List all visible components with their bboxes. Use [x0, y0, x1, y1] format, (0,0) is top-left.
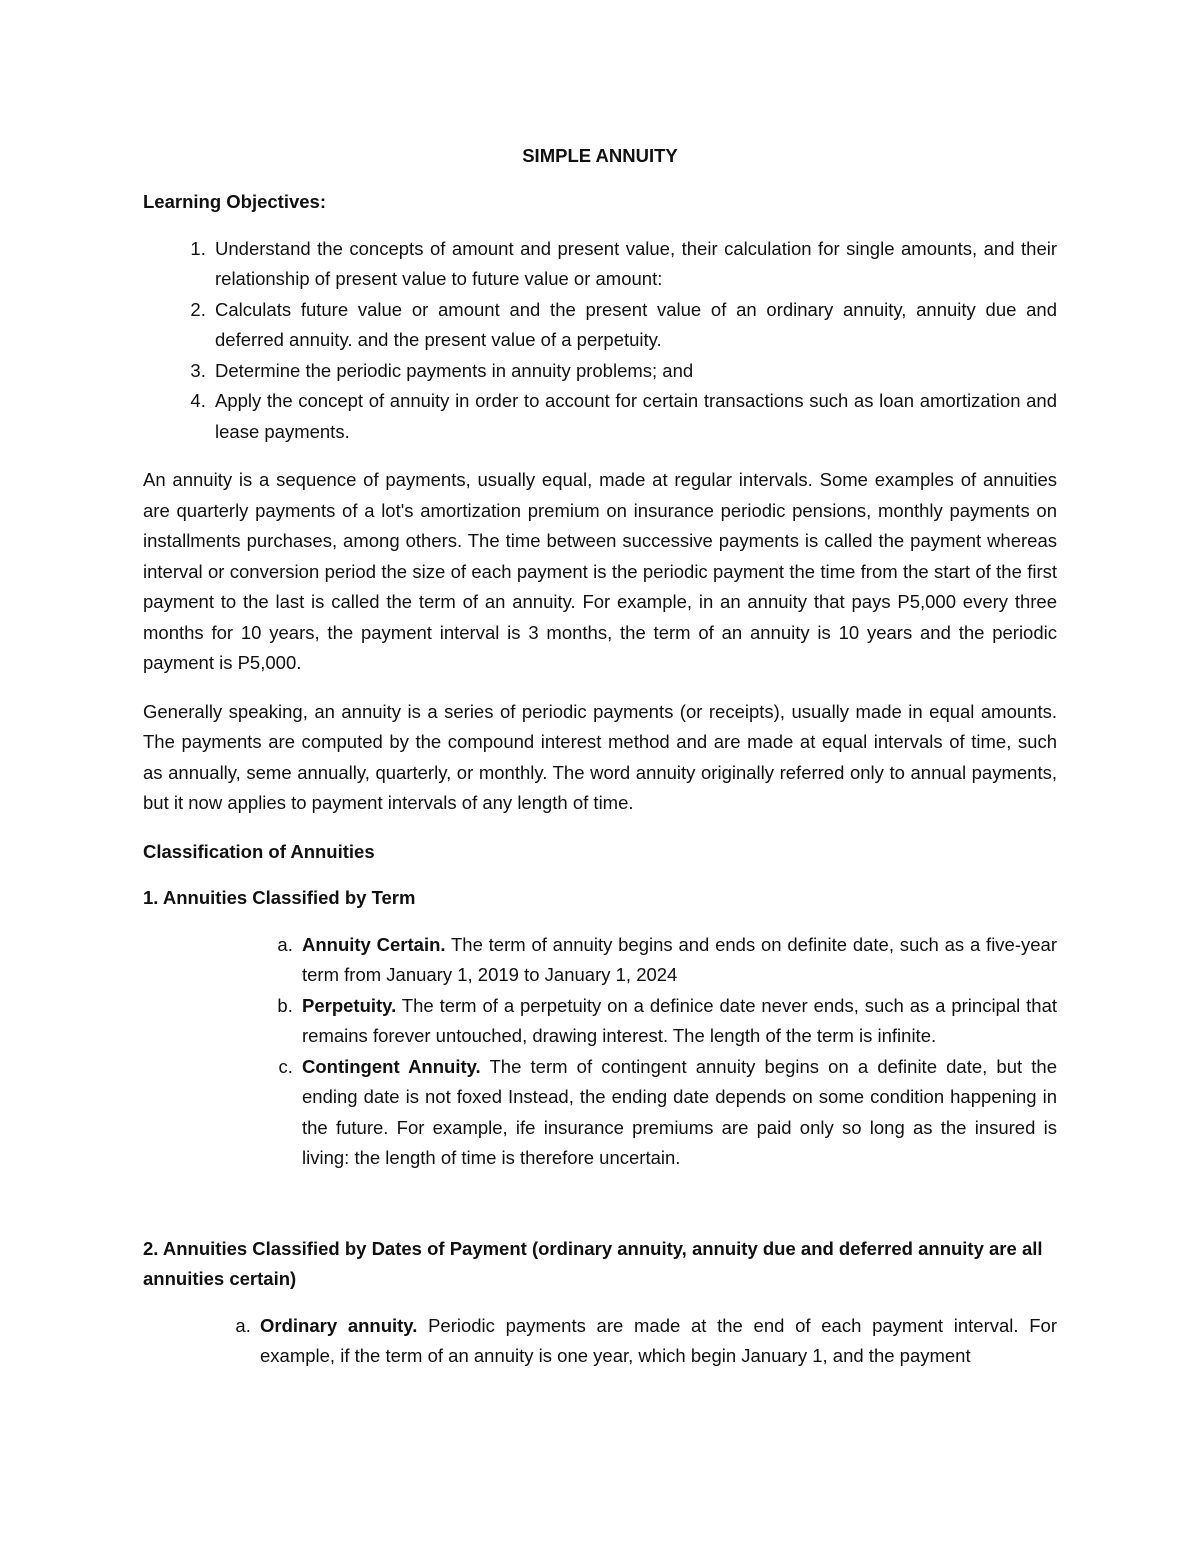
term-label: Contingent Annuity.	[302, 1055, 481, 1077]
document-body	[143, 143, 1057, 1372]
objective-item: 4. Apply the concept of annuity in order to account for certain transactions such as loan amortization and lease payments.	[211, 386, 1057, 447]
objective-item: 2. Calculats future value or amount and the present value of an ordinary annuity, annuity due and deferred annuity. and the present value of a perpetuity.	[211, 295, 1057, 356]
classification-heading: Classification of Annuities	[143, 840, 375, 862]
term-label: Perpetuity.	[302, 994, 397, 1016]
by-term-item	[298, 991, 1057, 1052]
term-description: The term of a perpetuity on a definice date never ends, such as a principal that remains forever untouched, drawing interest. The length of the term is infinite.	[302, 994, 1057, 1046]
term-description: Periodic payments are made at the end of each payment interval. For example, if the term of an annuity is one year, which begin January 1, and the payment	[260, 1314, 1058, 1366]
by-term-item	[298, 1052, 1057, 1174]
by-term-heading: 1. Annuities Classified by Term	[143, 887, 416, 908]
paragraph-annuity-definition: An annuity is a sequence of payments, usually equal, made at regular intervals. Some examples of annuities are quarterly payments of a lot's amortization premium on insurance periodic pensions, monthly payments on installments purchases, among others. The time between successive payments is called the payment whereas interval or conversion period the size of each payment is the periodic payment the time from the start of the first payment to the last is called the term of an annuity. For example, in an annuity that pays P5,000 every three months for 10 years, the payment interval is 3 months, the term of an annuity is 10 years and the periodic payment is P5,000.	[143, 469, 1057, 673]
section-spacer	[143, 1174, 1057, 1234]
objectives-list	[143, 234, 1057, 448]
term-label: Annuity Certain.	[302, 933, 446, 955]
by-dates-list	[143, 1311, 1057, 1372]
objective-item: 3. Determine the periodic payments in annuity problems; and	[211, 356, 1057, 387]
by-dates-heading: 2. Annuities Classified by Dates of Payment (ordinary annuity, annuity due and deferred annuity are all annuities certain)	[143, 1237, 1043, 1289]
term-description: The term of contingent annuity begins on a definite date, but the ending date is not foxed Instead, the ending date depends on some condition happening in the future. For example, ife insurance premiums are paid only so long as the insured is living: the length of time is therefore uncertain.	[302, 1055, 1057, 1168]
term-description: The term of annuity begins and ends on definite date, such as a five-year term from January 1, 2019 to January 1, 2024	[302, 933, 1057, 985]
by-term-list	[143, 930, 1057, 1174]
term-label: Ordinary annuity.	[260, 1314, 418, 1336]
by-term-item	[298, 930, 1057, 991]
document-title: SIMPLE ANNUITY	[522, 145, 678, 166]
paragraph-annuity-general: Generally speaking, an annuity is a series of periodic payments (or receipts), usually made in equal amounts. The payments are computed by the compound interest method and are made at equal intervals of time, such as annually, seme annually, quarterly, or monthly. The word annuity originally referred only to annual payments, but it now applies to payment intervals of any length of time.	[143, 700, 1057, 813]
by-dates-item	[256, 1311, 1057, 1372]
objective-item: 1. Understand the concepts of amount and present value, their calculation for single amounts, and their relationship of present value to future value or amount:	[211, 234, 1057, 295]
objectives-heading: Learning Objectives:	[143, 191, 326, 212]
